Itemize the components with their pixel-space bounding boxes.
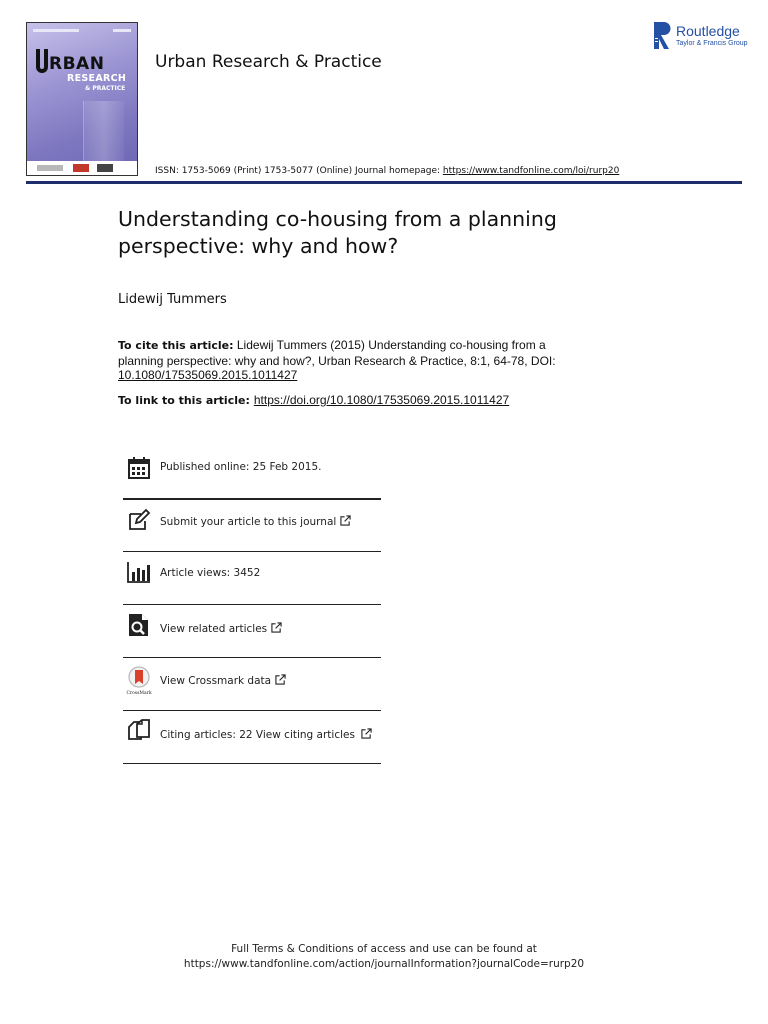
publisher-subtitle: Taylor & Francis Group [676,40,748,47]
external-link-icon [271,622,282,633]
publisher-name: Routledge [676,23,740,39]
article-title: Understanding co-housing from a planning perspective: why and how? [118,207,557,258]
terms-line-1: Full Terms & Conditions of access and use can be found at [231,943,537,955]
crossmark-row[interactable] [123,658,381,710]
related-row[interactable] [123,605,381,657]
edit-icon [127,508,151,532]
routledge-r-icon [654,22,672,49]
article-author: Lidewij Tummers [118,292,227,307]
external-link-icon [361,728,372,739]
info-divider [123,763,381,764]
terms-footer [0,942,768,972]
submit-label: Submit your article to this journal [160,516,337,528]
document-search-icon [127,613,151,637]
citation-block [118,338,588,383]
cover-footer-logos [27,161,137,175]
citing-label: Citing articles: 22 View citing articles [160,729,355,741]
cite-label: To cite this article: [118,339,234,352]
submit-row[interactable] [123,500,381,552]
cover-u-shape [36,49,48,73]
related-label: View related articles [160,623,268,635]
journal-title: Urban Research & Practice [155,52,382,72]
related-articles-link[interactable] [160,622,282,635]
publisher-logo[interactable] [654,22,749,52]
article-link-line [118,393,509,407]
crossmark-logo-text: CrossMark [126,691,152,696]
header-rule [26,181,742,184]
external-link-icon [340,515,351,526]
cite-doi-link[interactable]: 10.1080/17535069.2015.1011427 [118,368,298,382]
citing-articles-link[interactable] [160,728,372,741]
article-doi-link[interactable]: https://doi.org/10.1080/17535069.2015.1011427 [253,393,510,407]
bar-chart-icon [127,560,151,584]
calendar-icon [127,456,151,480]
crossmark-label: View Crossmark data [160,675,272,687]
citing-documents-icon [127,719,151,743]
submit-article-link[interactable] [160,515,351,528]
cite-text: Lidewij Tummers (2015) Understanding co-housing from a planning perspective: why and how?, Urban Research & Practice, 8:1, 64-78, DOI: [118,338,556,368]
crossmark-icon [125,666,153,688]
published-date: Published online: 25 Feb 2015. [160,461,322,473]
crossmark-logo [125,666,153,696]
cover-title-line3: & PRACTICE [85,85,126,92]
issn-text: ISSN: 1753-5069 (Print) 1753-5077 (Online) Journal homepage: [155,166,443,176]
journal-homepage-link[interactable]: https://www.tandfonline.com/loi/rurp20 [442,166,620,176]
published-row [123,450,381,502]
article-views: Article views: 3452 [160,567,261,579]
citing-row[interactable] [123,711,381,763]
cover-title-line2: RESEARCH [67,73,127,84]
terms-url[interactable]: https://www.tandfonline.com/action/journalInformation?journalCode=rurp20 [183,958,585,970]
views-row [123,552,381,604]
cover-top-bar [33,29,131,33]
crossmark-link[interactable] [160,674,286,687]
issn-line [155,166,619,176]
cover-title-rest: RBAN [49,54,105,74]
link-label: To link to this article: [118,394,250,407]
cover-building-graphic [83,101,124,163]
external-link-icon [275,674,286,685]
journal-cover-image [26,22,138,176]
